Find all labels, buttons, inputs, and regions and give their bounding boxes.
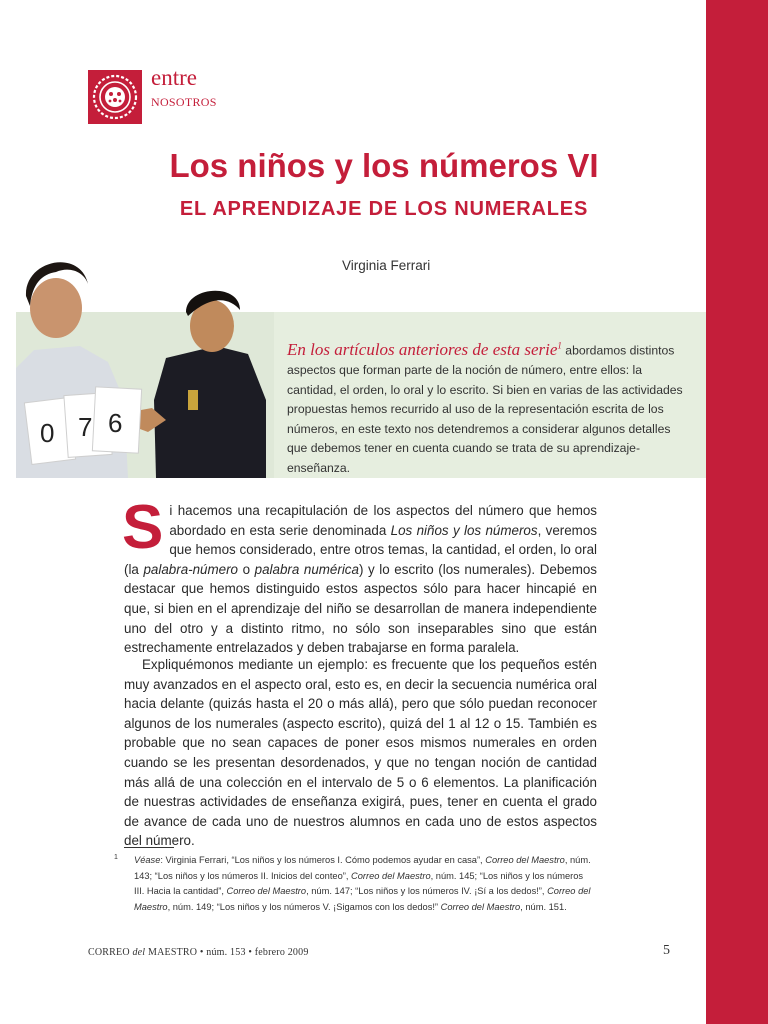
p1-text-b: , veremos que hemos considerado, entre otros temas, la cantidad, el orden, lo oral (la (124, 522, 597, 577)
intro-body: abordamos distintos aspectos que forman parte de la noción de número, entre ellos: la cantidad, el orden, lo oral y lo escrito. Si bien en varias de las actividades propuestas hemos recurrido al uso de la representación escrita de los números, en este texto nos detendremos a considerar algunos detalles que debemos tener en cuenta cuando se trata de su aprendizaje-enseñanza. (287, 343, 683, 475)
section-label-nosotros: NOSOTROS (151, 95, 217, 109)
page-number: 5 (663, 943, 670, 958)
footer-del: del (132, 947, 146, 958)
fn-cm-1: Correo del Maestro (485, 855, 565, 865)
fn-l2b: , núm. 145; “Los niños y los números (430, 870, 584, 881)
fn-l1a: : Virginia Ferrari, “Los niños y los números I. Cómo podemos ayudar en casa”, (160, 855, 486, 865)
fn-cm-2: Correo del Maestro (351, 870, 431, 881)
fn-cm-4: Correo del (547, 886, 591, 897)
drop-cap: S (122, 493, 164, 562)
p1-italic-series-name: Los niños y los números (390, 522, 538, 538)
card-digit-7: 7 (78, 412, 93, 442)
footnote (114, 853, 599, 915)
intro-text (287, 336, 683, 478)
p1-text-d: ) y lo escrito (los numerales). Debemos destacar que hemos distinguido estos aspectos sólo para hacer hincapié en que, si bien en el aprendizaje del niño se desarrollan de manera independiente uno del otro y a distinto ritmo, no sólo son inseparables sino que están estrechamente entrelazados y deben trabajarse en forma paralela. (124, 561, 598, 656)
fn-l4c: , núm. 151. (520, 901, 567, 912)
footer-publication (88, 947, 309, 958)
fn-l4a: Maestro (134, 901, 168, 912)
section-logo (88, 70, 142, 124)
decorative-seal-icon (88, 70, 142, 124)
footer-pre: CORREO (88, 947, 133, 958)
p1-text-a: i hacemos una recapitulación de los aspectos del número que hemos abordado en esta serie denominada (169, 503, 597, 538)
card-digit-0: 0 (40, 418, 55, 448)
intro-footnote-mark: 1 (557, 340, 562, 350)
article-title: Los niños y los números VI (169, 147, 599, 184)
fn-vease: Véase (134, 855, 161, 865)
footer-post: MAESTRO • núm. 153 • febrero 2009 (145, 947, 309, 958)
footnote-line-3 (134, 884, 599, 900)
fn-l3a: III. Hacia la cantidad”, (134, 886, 227, 897)
footnote-number: 1 (114, 854, 118, 861)
fn-cm-3: Correo del Maestro (226, 886, 307, 897)
article-subtitle: EL APRENDIZAJE DE LOS NUMERALES (179, 198, 589, 220)
footnote-line-2 (134, 869, 599, 885)
body-paragraph-2: Expliquémonos mediante un ejemplo: es frecuente que los pequeños estén muy avanzados en el aspecto oral, esto es, en decir la secuencia numérica oral hacia delante (quizás hasta el 20 o más allá), pero que sólo puedan reconocer algunos de los numerales (aspecto escrito), quizá del 1 al 12 o 15. También es probable que no sean capaces de poner esos mismos numerales en orden cuando se les presentan desordenados, y que no tengan noción de cantidad más allá de una colección en el intervalo de 5 o 6 elementos. La planificación de nuestras actividades de enseñanza exigirá, pues, tener en cuenta el grado de avance de cada uno de nuestros alumnos en cada uno de estos aspectos del número. (124, 657, 597, 849)
p1-italic-palabra-numerica: palabra numérica (254, 561, 359, 577)
section-label-entre: entre (151, 65, 197, 90)
intro-lead-text: En los artículos anteriores de esta serie (287, 339, 558, 359)
fn-l1b: , núm. (564, 855, 591, 865)
footnote-line-4 (134, 900, 599, 916)
body-paragraph-1 (122, 493, 598, 658)
footnote-line-1 (134, 853, 599, 869)
card-digit-6: 6 (108, 408, 123, 438)
fn-cm-5: Correo del Maestro (440, 901, 521, 912)
p1-italic-palabra-numero: palabra-número (143, 561, 239, 577)
article-author: Virginia Ferrari (342, 258, 431, 273)
fn-l4b: , núm. 149; “Los niños y los números V. ¡Sigamos con los dedos!” (167, 901, 441, 912)
intro-lead (287, 340, 562, 359)
p1-text-c: o (238, 561, 255, 577)
photo-teacher-and-child (16, 250, 274, 478)
fn-l3b: , núm. 147; “Los niños y los números IV. ¡Sí a los dedos!”, (306, 886, 548, 897)
fn-l2a: 143; “Los niños y los números II. Inicios del conteo”, (134, 870, 352, 881)
footnote-divider (124, 847, 174, 848)
